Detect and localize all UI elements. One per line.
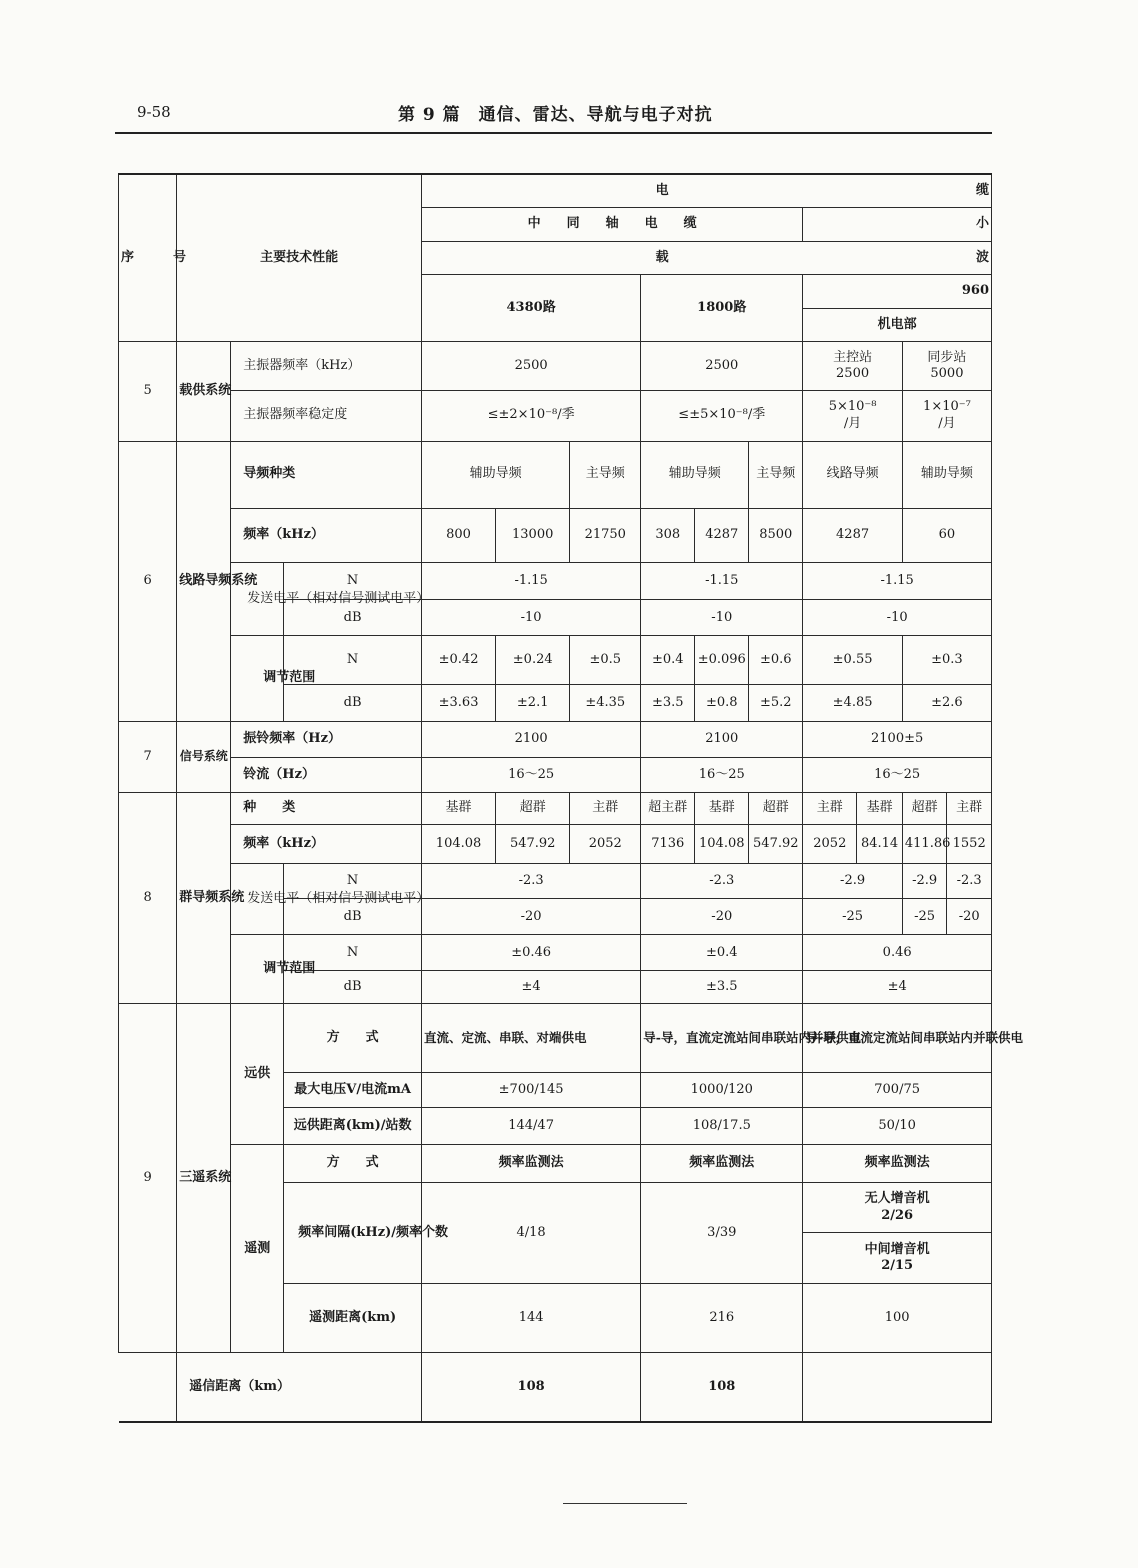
cell-value: ±0.6	[749, 636, 803, 685]
cell-value: 1×10⁻⁷ /月	[902, 390, 991, 441]
cell-value: 主导频	[570, 441, 641, 508]
cell-value: ≤±2×10⁻⁸/季	[421, 390, 640, 441]
row-label: 远供距离(km)/站数	[284, 1107, 422, 1145]
row-label: 铃流（Hz）	[231, 758, 422, 793]
cell-value: 84.14	[857, 825, 903, 864]
cell-value: 2052	[570, 825, 641, 864]
row-label: 频率（kHz）	[231, 825, 422, 864]
footer-rule	[563, 1503, 687, 1504]
cell-value: 2100±5	[803, 721, 992, 758]
seq-header: 序 号	[119, 174, 177, 342]
row-label: 发送电平（相对信号测试电平）	[231, 863, 284, 934]
cell-value: 21750	[570, 508, 641, 563]
cell-value: 700/75	[803, 1072, 992, 1107]
page-number: 9-58	[137, 103, 171, 121]
cell-value: 基群	[857, 792, 903, 824]
cell-value: 辅助导频	[902, 441, 991, 508]
row-label: 导频种类	[231, 441, 422, 508]
cell-value: 60	[902, 508, 991, 563]
cell-value: -2.3	[421, 863, 640, 899]
unit-label: dB	[284, 899, 422, 935]
cell-value: 1000/120	[641, 1072, 803, 1107]
cell-value: 无人增音机 2/26	[803, 1182, 992, 1233]
header-zai: 载	[421, 241, 902, 275]
unit-label: N	[284, 563, 422, 600]
cell-value: 216	[641, 1284, 803, 1353]
unit-label: N	[284, 863, 422, 899]
cell-value: 8500	[749, 508, 803, 563]
cell-value: -25	[902, 899, 946, 935]
cell-value: ±0.3	[902, 636, 991, 685]
table-row	[119, 825, 992, 864]
header-jidianbu: 机电部	[803, 308, 992, 342]
row-label: 频率（kHz）	[231, 508, 422, 563]
cell-value: 中间增音机 2/15	[803, 1233, 992, 1284]
table-row	[119, 636, 992, 685]
cell-value: -20	[947, 899, 992, 935]
cell-value: ±700/145	[421, 1072, 640, 1107]
header-zhongtong: 中 同 轴 电 缆	[421, 208, 802, 242]
row-label: 振铃频率（Hz）	[231, 721, 422, 758]
table-row	[119, 441, 992, 508]
cell-value: ±4	[421, 971, 640, 1003]
header-xiao: 小	[803, 208, 992, 242]
system-name: 三遥系统	[177, 1003, 231, 1352]
cell-value: 2500	[641, 342, 803, 391]
cell-value: ±0.24	[496, 636, 570, 685]
empty-cell	[119, 1353, 177, 1422]
cell-value: 104.08	[695, 825, 749, 864]
cell-value: 4/18	[421, 1182, 640, 1284]
cell-value: 1552	[947, 825, 992, 864]
cell-value: ±3.5	[641, 971, 803, 1003]
table-row	[119, 390, 992, 441]
unit-label: N	[284, 934, 422, 971]
header-bo: 波	[902, 241, 991, 275]
cell-value: 108/17.5	[641, 1107, 803, 1145]
cell-value: -25	[803, 899, 903, 935]
cell-value: -1.15	[641, 563, 803, 600]
cell-value: 主控站 2500	[803, 342, 903, 391]
table-row	[119, 934, 992, 971]
cell-value: 频率监测法	[421, 1145, 640, 1183]
cell-value: 主群	[570, 792, 641, 824]
unit-label: N	[284, 636, 422, 685]
cell-value: ±0.42	[421, 636, 495, 685]
cell-value: ±0.5	[570, 636, 641, 685]
table-row	[119, 721, 992, 758]
cell-value: ±0.55	[803, 636, 903, 685]
cell-value: ±0.46	[421, 934, 640, 971]
cell-value: 频率监测法	[641, 1145, 803, 1183]
seq-number: 6	[119, 441, 177, 721]
cell-value: 50/10	[803, 1107, 992, 1145]
subsystem-name: 遥测	[231, 1145, 284, 1353]
cell-value: ±4.85	[803, 685, 903, 722]
row-label: 发送电平（相对信号测试电平）	[231, 563, 284, 636]
cell-value: 超群	[902, 792, 946, 824]
header-dian: 电	[421, 174, 902, 208]
cell-value: ±0.4	[641, 934, 803, 971]
cell-value: 线路导频	[803, 441, 903, 508]
page-title: 第 9 篇 通信、雷达、导航与电子对抗	[398, 105, 713, 125]
cell-value: -1.15	[803, 563, 992, 600]
cell-value: ±3.63	[421, 685, 495, 722]
cell-value: ±0.096	[695, 636, 749, 685]
cell-value: ±5.2	[749, 685, 803, 722]
cell-value: 基群	[421, 792, 495, 824]
cell-value: -20	[641, 899, 803, 935]
cell-value: 16～25	[421, 758, 640, 793]
cell-value: 3/39	[641, 1182, 803, 1284]
seq-number: 9	[119, 1003, 177, 1352]
cell-value: 16～25	[803, 758, 992, 793]
cell-value: 2500	[421, 342, 640, 391]
unit-label: dB	[284, 685, 422, 722]
cell-value: 2100	[421, 721, 640, 758]
table-row	[119, 792, 992, 824]
cell-value: -2.9	[902, 863, 946, 899]
cell-value: 2052	[803, 825, 857, 864]
cell-value: 频率监测法	[803, 1145, 992, 1183]
system-name: 群导频系统	[177, 792, 231, 1003]
cell-value: -10	[421, 599, 640, 636]
cell-value: 308	[641, 508, 695, 563]
cell-value: ≤±5×10⁻⁸/季	[641, 390, 803, 441]
system-name: 线路导频系统	[177, 441, 231, 721]
system-name: 载供系统	[177, 342, 231, 442]
cell-value: 4287	[695, 508, 749, 563]
cell-value: 主导频	[749, 441, 803, 508]
cell-value: 13000	[496, 508, 570, 563]
cell-value: 超群	[496, 792, 570, 824]
cell-value: 导-导，直流定流站间串联站内并联供电	[641, 1003, 803, 1072]
row-label: 调节范围	[231, 934, 284, 1003]
cell-value: 辅助导频	[421, 441, 569, 508]
cell-value: ±2.1	[496, 685, 570, 722]
cell-value: ±3.5	[641, 685, 695, 722]
cell-value: 5×10⁻⁸ /月	[803, 390, 903, 441]
cell-value: ±0.8	[695, 685, 749, 722]
cell-value: -2.3	[641, 863, 803, 899]
cell-value: -10	[803, 599, 992, 636]
cell-value: 超主群	[641, 792, 695, 824]
cell-value: 同步站 5000	[902, 342, 991, 391]
cell-value: ±0.4	[641, 636, 695, 685]
cell-value: 4287	[803, 508, 903, 563]
cell-value: -20	[421, 899, 640, 935]
cell-value: 104.08	[421, 825, 495, 864]
cell-value: ±4	[803, 971, 992, 1003]
cell-value: -2.3	[947, 863, 992, 899]
cell-value: 基群	[695, 792, 749, 824]
cell-value: -1.15	[421, 563, 640, 600]
header-1800: 1800路	[641, 275, 803, 342]
row-label: 方 式	[284, 1145, 422, 1183]
table-row	[119, 758, 992, 793]
row-label: 最大电压V/电流mA	[284, 1072, 422, 1107]
cell-value: ±4.35	[570, 685, 641, 722]
row-label: 调节范围	[231, 636, 284, 721]
table-row	[119, 508, 992, 563]
table-row	[119, 1353, 992, 1422]
header-4380: 4380路	[421, 275, 640, 342]
subsystem-name: 远供	[231, 1003, 284, 1144]
cell-value: 辅助导频	[641, 441, 749, 508]
header-rule	[115, 132, 992, 134]
row-label: 主振器频率稳定度	[231, 390, 422, 441]
cell-value: 411.86	[902, 825, 946, 864]
cell-value: 7136	[641, 825, 695, 864]
cell-value: 547.92	[749, 825, 803, 864]
unit-label: dB	[284, 971, 422, 1003]
cell-value: 16～25	[641, 758, 803, 793]
row-label: 方 式	[284, 1003, 422, 1072]
cell-value: 直流、定流、串联、对端供电	[421, 1003, 640, 1072]
cell-value: 108	[421, 1353, 640, 1422]
cell-value: 主群	[803, 792, 857, 824]
cell-value	[803, 1353, 992, 1422]
seq-number: 8	[119, 792, 177, 1003]
row-label: 遥信距离（km）	[177, 1353, 422, 1422]
row-label: 遥测距离(km)	[284, 1284, 422, 1353]
row-label: 种 类	[231, 792, 422, 824]
header-960: 960	[803, 275, 992, 309]
table-row	[119, 1145, 992, 1183]
cell-value: 导-导，直流定流站间串联站内并联供电	[803, 1003, 992, 1072]
cell-value: 100	[803, 1284, 992, 1353]
table-row	[119, 863, 992, 899]
cell-value: 主群	[947, 792, 992, 824]
cell-value: 144/47	[421, 1107, 640, 1145]
cell-value: 547.92	[496, 825, 570, 864]
row-label: 主振器频率（kHz）	[231, 342, 422, 391]
seq-number: 5	[119, 342, 177, 442]
cell-value: 2100	[641, 721, 803, 758]
cell-value: ±2.6	[902, 685, 991, 722]
spec-table	[118, 173, 1023, 1423]
cell-value: 超群	[749, 792, 803, 824]
cell-value: -10	[641, 599, 803, 636]
system-name: 信号系统	[177, 721, 231, 792]
table-row	[119, 1003, 992, 1072]
row-label: 频率间隔(kHz)/频率个数	[284, 1182, 422, 1284]
header-row	[119, 174, 992, 208]
cell-value: -2.9	[803, 863, 903, 899]
perf-header: 主要技术性能	[177, 174, 422, 342]
cell-value: 800	[421, 508, 495, 563]
table-row	[119, 342, 992, 391]
cell-value: 144	[421, 1284, 640, 1353]
unit-label: dB	[284, 599, 422, 636]
seq-number: 7	[119, 721, 177, 792]
cell-value: 108	[641, 1353, 803, 1422]
cell-value: 0.46	[803, 934, 992, 971]
header-lan: 缆	[902, 174, 991, 208]
